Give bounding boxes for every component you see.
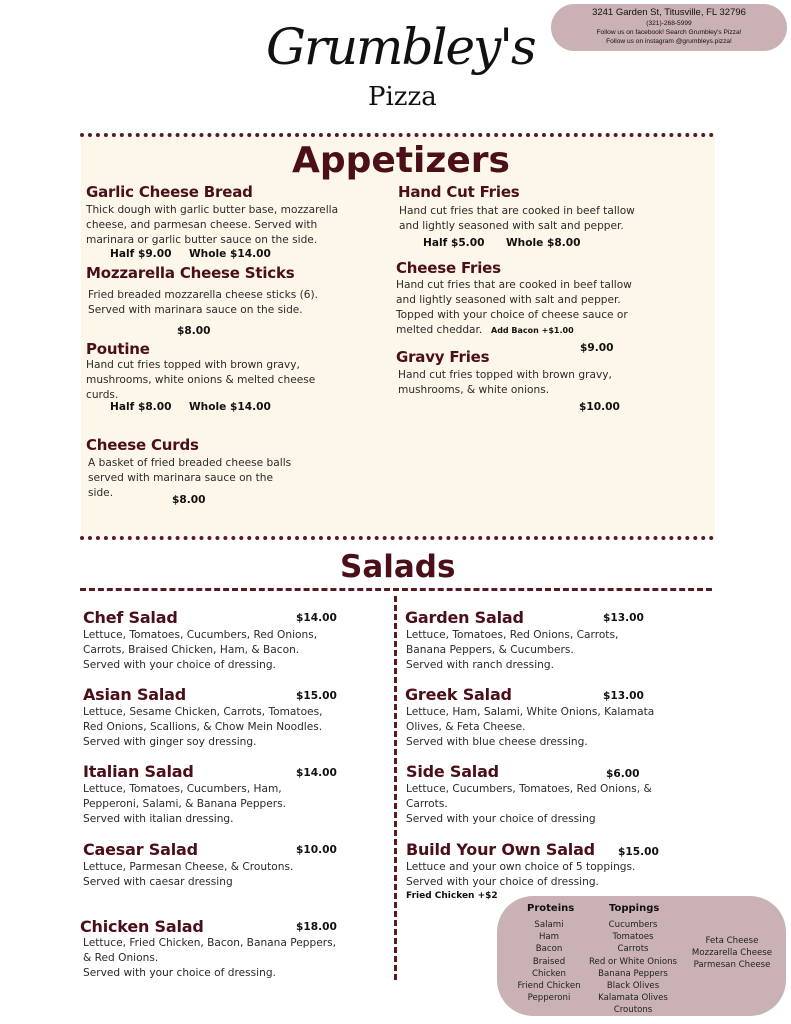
hand-cut-fries-half-price: Half $5.00 (423, 237, 485, 249)
italian-salad-price: $14.00 (296, 767, 337, 779)
garlic-bread-whole-price: Whole $14.00 (189, 248, 271, 260)
garden-salad-price: $13.00 (603, 612, 644, 624)
cheese-curds-price: $8.00 (172, 494, 206, 506)
garlic-bread-half-price: Half $9.00 (110, 248, 172, 260)
garlic-bread-desc: Thick dough with garlic butter base, mozzarella cheese, and parmesan cheese. Served with marinara or garlic butter sauce on the side. (86, 204, 339, 246)
italian-salad-title: Italian Salad (83, 762, 194, 781)
byo-salad-desc: Lettuce and your own choice of 5 toppings. Served with your choice of dressing. (406, 861, 636, 888)
poutine-title: Poutine (86, 340, 150, 358)
salads-heading: Salads (340, 549, 456, 585)
list-item: Black Olives (606, 981, 660, 992)
chef-salad-price: $14.00 (296, 612, 337, 624)
gravy-fries-price: $10.00 (579, 401, 620, 413)
list-item: Pepperoni (527, 993, 571, 1004)
chef-salad-title: Chef Salad (83, 608, 178, 627)
poutine-half-price: Half $8.00 (110, 401, 172, 413)
asian-salad-desc: Lettuce, Sesame Chicken, Carrots, Tomatoes, Red Onions, Scallions, & Chow Mein Noodles. Served with ginger soy dressing. (83, 706, 323, 748)
mozz-sticks-title: Mozzarella Cheese Sticks (86, 264, 295, 282)
list-item: Parmesan Cheese (693, 960, 771, 971)
cheese-fries-price: $9.00 (580, 342, 614, 354)
logo-script: Grumbley's (266, 18, 535, 76)
chicken-salad-title: Chicken Salad (80, 917, 204, 936)
cheese-fries-desc: Hand cut fries that are cooked in beef tallow and lightly seasoned with salt and pepper. Topped with your choice of cheese sauce or melted cheddar. (396, 279, 632, 336)
salads-column-divider (394, 596, 397, 980)
contact-facebook: Follow us on facebook! Search Grumbley's Pizza! (596, 29, 742, 36)
appetizers-bottom-divider (80, 536, 714, 540)
list-item: Salami (534, 920, 564, 930)
cheeses-list (686, 935, 778, 972)
garlic-bread-title: Garlic Cheese Bread (86, 183, 253, 201)
greek-salad-price: $13.00 (603, 690, 644, 702)
side-salad-price: $6.00 (606, 768, 640, 780)
side-salad-title: Side Salad (406, 762, 499, 781)
toppings-heading: Toppings (609, 903, 660, 914)
list-item: Carrots (617, 944, 649, 955)
garden-salad-title: Garden Salad (405, 608, 524, 627)
poutine-whole-price: Whole $14.00 (189, 401, 271, 413)
contact-instagram: Follow us on instagram @grumbleys.pizza! (606, 38, 732, 45)
garden-salad-desc: Lettuce, Tomatoes, Red Onions, Carrots, Banana Peppers, & Cucumbers. Served with ranch dressing. (406, 629, 619, 671)
chicken-salad-desc: Lettuce, Fried Chicken, Bacon, Banana Peppers, & Red Onions. Served with your choice of dressing. (83, 937, 336, 979)
appetizers-heading: Appetizers (292, 140, 510, 181)
hand-cut-fries-whole-price: Whole $8.00 (506, 237, 581, 249)
italian-salad-desc: Lettuce, Tomatoes, Cucumbers, Ham, Pepperoni, Salami, & Banana Peppers. Served with italian dressing. (83, 783, 287, 825)
contact-box (551, 4, 787, 51)
contact-address: 3241 Garden St, Titusville, FL 32796 (592, 7, 746, 18)
list-item: Banana Peppers (598, 968, 668, 979)
list-item: Mozzarella Cheese (691, 948, 773, 959)
list-item: Red or White Onions (588, 956, 678, 967)
list-item: Braised (532, 956, 566, 967)
list-item: Cucumbers (608, 920, 658, 930)
logo-sub: Pizza (368, 82, 437, 112)
proteins-list (509, 919, 589, 1004)
mozz-sticks-price: $8.00 (177, 325, 211, 337)
contact-phone: (321)-268-5999 (646, 20, 692, 27)
greek-salad-title: Greek Salad (405, 685, 512, 704)
chicken-salad-price: $18.00 (296, 921, 337, 933)
salads-divider (80, 588, 712, 591)
byo-salad-price: $15.00 (618, 846, 659, 858)
list-item: Croutons (613, 1005, 653, 1016)
caesar-salad-price: $10.00 (296, 844, 337, 856)
chef-salad-desc: Lettuce, Tomatoes, Cucumbers, Red Onions, Carrots, Braised Chicken, Ham, & Bacon. Served with your choice of dressing. (83, 629, 318, 671)
cheese-fries-addon: Add Bacon +$1.00 (491, 326, 574, 335)
cheese-curds-desc: A basket of fried breaded cheese balls served with marinara sauce on the side. (88, 457, 292, 499)
hand-cut-fries-title: Hand Cut Fries (398, 183, 520, 201)
list-item: Chicken (532, 968, 566, 979)
side-salad-desc: Lettuce, Cucumbers, Tomatoes, Red Onions, & Carrots. Served with your choice of dressing (406, 783, 652, 825)
appetizers-top-divider (80, 133, 714, 137)
byo-addon: Fried Chicken +$2 (406, 891, 498, 901)
caesar-salad-title: Caesar Salad (83, 840, 198, 859)
cheese-fries-title: Cheese Fries (396, 259, 501, 277)
asian-salad-title: Asian Salad (83, 685, 187, 704)
caesar-salad-desc: Lettuce, Parmesan Cheese, & Croutons. Served with caesar dressing (83, 861, 294, 888)
mozz-sticks-desc: Fried breaded mozzarella cheese sticks (6). Served with marinara sauce on the side. (88, 289, 319, 316)
list-item: Kalamata Olives (598, 993, 668, 1004)
toppings-list (583, 919, 683, 1017)
greek-salad-desc: Lettuce, Ham, Salami, White Onions, Kalamata Olives, & Feta Cheese. Served with blue cheese dressing. (406, 706, 655, 748)
gravy-fries-desc: Hand cut fries topped with brown gravy, mushrooms, & white onions. (398, 369, 612, 396)
list-item: Feta Cheese (705, 936, 759, 946)
gravy-fries-title: Gravy Fries (396, 348, 490, 366)
list-item: Friend Chicken (517, 981, 581, 992)
asian-salad-price: $15.00 (296, 690, 337, 702)
cheese-curds-title: Cheese Curds (86, 436, 199, 454)
proteins-heading: Proteins (527, 903, 575, 914)
poutine-desc: Hand cut fries topped with brown gravy, mushrooms, white onions & melted cheese curds. (86, 359, 316, 401)
hand-cut-fries-desc: Hand cut fries that are cooked in beef tallow and lightly seasoned with salt and pepper. (399, 205, 635, 232)
list-item: Ham (538, 932, 560, 943)
list-item: Tomatoes (612, 932, 654, 943)
list-item: Bacon (535, 944, 563, 955)
byo-salad-title: Build Your Own Salad (406, 840, 595, 859)
